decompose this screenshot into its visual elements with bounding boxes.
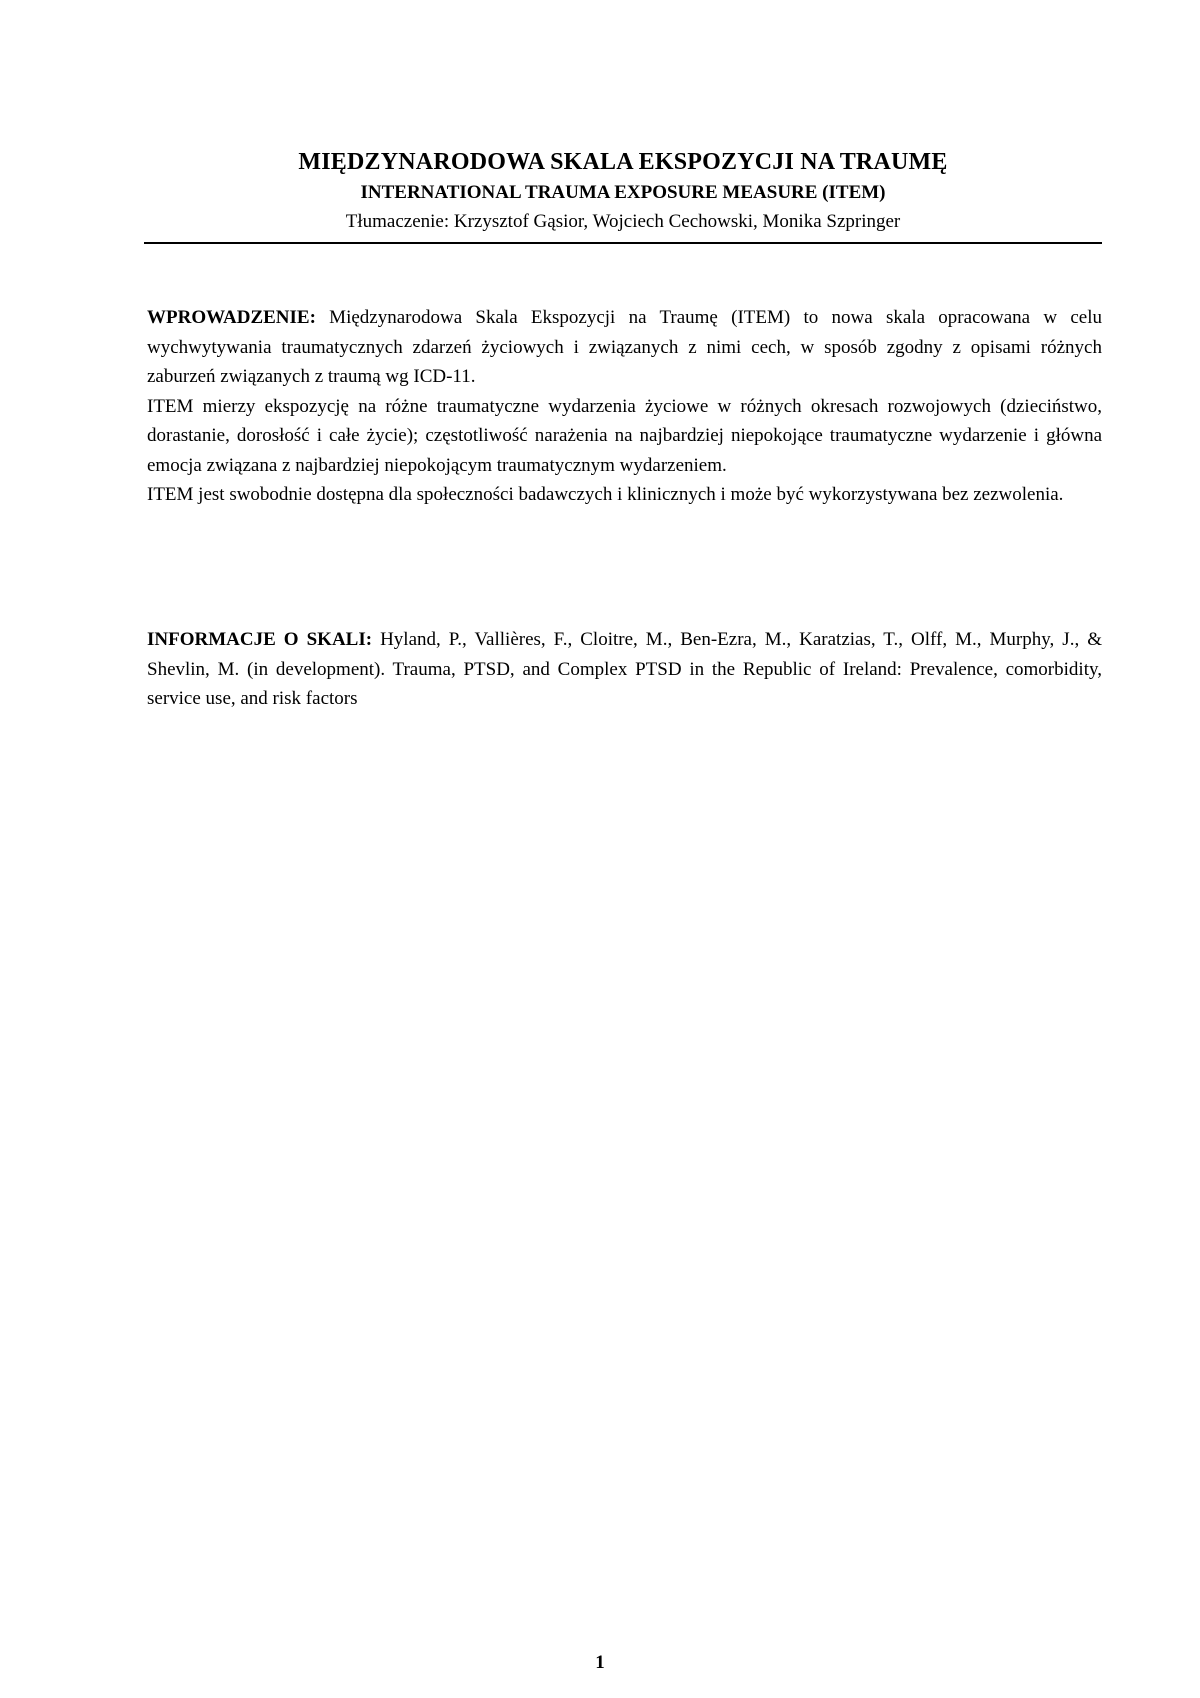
document-title: MIĘDZYNARODOWA SKALA EKSPOZYCJI NA TRAUMĘ [298, 149, 948, 175]
document-subtitle: INTERNATIONAL TRAUMA EXPOSURE MEASURE (ITEM) [360, 182, 886, 203]
scale-info-section [147, 625, 1102, 714]
intro-paragraph-1 [147, 303, 1102, 392]
scale-info-paragraph [147, 625, 1102, 714]
header-divider [144, 242, 1102, 244]
page-number: 1 [595, 1652, 605, 1673]
intro-paragraph-2: ITEM mierzy ekspozycję na różne traumatyczne wydarzenia życiowe w różnych okresach rozwojowych (dzieciństwo, dorastanie, dorosłość i całe życie); częstotliwość narażenia na najbardziej niepokojące traumatyczne wydarzenie i główna emocja związana z najbardziej niepokojącym traumatycznym wydarzeniem. [147, 395, 1102, 476]
intro-text-1: Międzynarodowa Skala Ekspozycji na Traumę (ITEM) to nowa skala opracowana w celu wychwytywania traumatycznych zdarzeń życiowych i związanych z nimi cech, w sposób zgodny z opisami różnych zaburzeń związanych z traumą wg ICD-11. [147, 307, 1102, 387]
introduction-section [147, 303, 1102, 510]
intro-label: WPROWADZENIE: [147, 307, 316, 328]
intro-paragraph-3: ITEM jest swobodnie dostępna dla społeczności badawczych i klinicznych i może być wykorzystywana bez zezwolenia. [147, 484, 1064, 505]
document-header [144, 146, 1102, 236]
translators-line: Tłumaczenie: Krzysztof Gąsior, Wojciech Cechowski, Monika Szpringer [345, 211, 901, 232]
scale-info-text: Hyland, P., Vallières, F., Cloitre, M., Ben-Ezra, M., Karatzias, T., Olff, M., Murphy, J., & Shevlin, M. (in development). Trauma, PTSD, and Complex PTSD in the Republic of Ireland: Prevalence, comorbidity, service use, and risk factors [147, 629, 1102, 709]
scale-info-label: INFORMACJE O SKALI: [147, 629, 373, 650]
